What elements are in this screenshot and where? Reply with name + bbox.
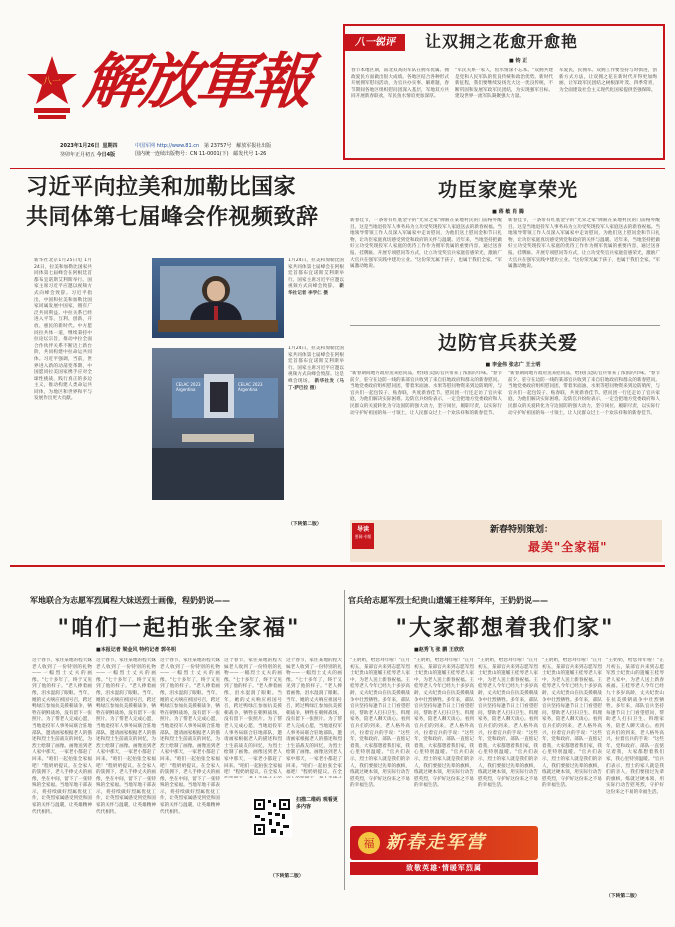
feature-left-kicker: 军地联合为志愿军烈属程大妹送烈士画像，程奶奶说—— xyxy=(30,596,230,605)
feature-right-headline[interactable]: "大家都想着我们家" xyxy=(395,616,615,641)
side-story-1-byline: ■ 蒋 敏 肖 腾 xyxy=(492,209,524,215)
lead-photo-1 xyxy=(152,258,284,338)
side-story-2-col-2: "新春期间地方政府送来慰问品，给我们边防官兵带来了浓浓的年味。"春节前夕，驻守在边防一线的某部官兵收到了来自驻地政府和群众的新春慰问。当地党委政府组织慰问团，带着米面油、水果等慰问物资来到边防哨所，与官兵们一起包饺子、贴春联，共度新春佳节。慰问团一行还走访了官兵家庭，为他们解决实际困难。边防官兵纷纷表示，一定会把地方党委政府和人民群众的关爱转化为守边固防的强大动力，坚守岗位，履职尽责，以实际行动守护好祖国的每一寸领土，让人民群众过上一个欢乐祥和的新春佳节。 xyxy=(508,371,660,416)
feature-left-col-1: 这个春节，家住某地的程大妹老人收到了一份特别的礼物——一幅烈士丈夫的画像。"七十多年了，终于又见到了他的样子。"老人捧着画像，泪水湿润了眼眶。当年，她的丈夫响应祖国号召，跨过鸭绿江参加抗美援朝战争，牺牲在朝鲜战场，没有留下一张照片。为了帮老人完成心愿，当地退役军人事务局联合驻地部队，邀请画家根据老人的描述和烈士生前战友的回忆，为烈士绘制了画像。画像送到老人家中那天，一家老小都赶了回来。"咱们一起拍张全家福吧！"程奶奶提议。在全家人的簇拥下，老人手捧丈夫的画像，坐在中间，留下了一张特殊的全家福。当地军地干部表示，将持续做好烈属优抚工作，让英烈家属感受到党和国家的关怀与温暖，让英雄精神代代相传。 xyxy=(32,658,92,815)
lead-headline[interactable] xyxy=(26,173,336,233)
feature-right-col-3: "王奶奶，给您拜年啦！"正月初五，某部官兵来到志愿军烈士纪贵山的遗孀王桂琴老人家中，为老人送上新春祝福。王桂琴老人今年已经九十多岁高龄，丈夫纪贵山在抗美援朝战争中壮烈牺牲。多年来，部队官兵坚持每逢节日上门看望慰问，帮助老人打扫卫生、料理家务，陪老人聊天谈心。看到官兵们的到来，老人格外高兴，拉着官兵的手说："这些年，党和政府、部队一直惦记着我，大家都想着我们家，我心里特别温暖。"官兵们表示，烈士的家人就是我们的亲人，我们要接过先辈的旗帜，练就过硬本领，用实际行动告慰英烈，守护好这份来之不易的幸福生活。 xyxy=(478,658,538,789)
edition-count: 今日4版 xyxy=(96,152,116,158)
lead-photo-2-caption: 1月24日，拉美和加勒比国家共同体第七届峰会在阿根廷首都布宜诺斯艾利斯举行。国家主席习近平应邀以视频方式向峰会致辞。这是峰会现场。 新华社发（马丁·萨巴拉 摄） xyxy=(288,346,344,391)
lunar-date: 癸卯年正月初五 xyxy=(60,152,96,158)
qr-caption: 扫描二维码 观看更多内容 xyxy=(296,797,338,810)
commentary-col-1: 春节本地区期，南北双高的军队在拥军优属、拥政爱民方面做出很大成绩。各地区结合各种形式开展拥军慰问活动，为官兵办实事、解难题，春节期间各地区组织慰问团深入基层，军地双方共同开展新春联欢，军民鱼水情谊更加深厚。 xyxy=(351,68,449,100)
postal-code: 邮发代号 1-26 xyxy=(233,151,267,157)
side-story-2-col-1: "新春期间地方政府送来慰问品，给我们边防官兵带来了浓浓的年味。"春节前夕，驻守在边防一线的某部官兵收到了来自驻地政府和群众的新春慰问。当地党委政府组织慰问团，带着米面油、水果等慰问物资来到边防哨所，与官兵们一起包饺子、贴春联，共度新春佳节。慰问团一行还走访了官兵家庭，为他们解决实际困难。边防官兵纷纷表示，一定会把地方党委政府和人民群众的关爱转化为守边固防的强大动力，坚守岗位，履职尽责，以实际行动守护好祖国的每一寸领土，让人民群众过上一个欢乐祥和的新春佳节。 xyxy=(350,371,502,416)
feature-right-kicker: 官兵给志愿军烈士纪贵山遗孀王桂琴拜年，王奶奶说—— xyxy=(348,596,548,605)
feature-left-col-5: 这个春节，家住某地的程大妹老人收到了一份特别的礼物——一幅烈士丈夫的画像。"七十多年了，终于又见到了他的样子。"老人捧着画像，泪水湿润了眼眶。当年，她的丈夫响应祖国号召，跨过鸭绿江参加抗美援朝战争，牺牲在朝鲜战场，没有留下一张照片。为了帮老人完成心愿，当地退役军人事务局联合驻地部队，邀请画家根据老人的描述和烈士生前战友的回忆，为烈士绘制了画像。画像送到老人家中那天，一家老小都赶了回来。"咱们一起拍张全家福吧！"程奶奶提议。在全 xyxy=(286,658,342,776)
website-link[interactable]: 中国军网 http://www.81.cn xyxy=(135,143,200,149)
footer-banner xyxy=(350,826,538,876)
lead-body: 新华社北京1月25日电 1月24日，拉美和加勒比国家共同体第七届峰会在阿根廷首都布宜诺斯艾利斯举行。国家主席习近平应邀以视频方式向峰会致辞。习近平指出，中国和拉美和加勒比国家同属发展中国家，拥有广泛共同利益。中拉关系已经进入平等、互利、创新、开放、惠民的新时代。中方愿同拉共体一道，继续秉持中拉论坛宗旨，推动中拉全面合作伙伴关系不断迈上新台阶，共同构建中拉命运共同体。习近平强调，当前，世界进入新的动荡变革期，中国愿同拉美国家携手应对全球性挑战，践行真正的多边主义，推动构建人类命运共同体，为地区和世界和平与发展作出更大贡献。 xyxy=(34,258,92,402)
masthead xyxy=(10,14,335,164)
feature-right-byline: ■赵秀飞 张 鹏 王欣欣 xyxy=(414,647,464,653)
date-sub xyxy=(60,151,120,159)
firecracker-icon xyxy=(356,830,382,856)
army-emblem-icon xyxy=(24,54,80,122)
feature-left-headline[interactable]: "咱们一起拍张全家福" xyxy=(57,616,301,641)
feature-right-continued: （下转第二版） xyxy=(606,894,640,899)
feature-right-col-1: "王奶奶，给您拜年啦！"正月初五，某部官兵来到志愿军烈士纪贵山的遗孀王桂琴老人家中，为老人送上新春祝福。王桂琴老人今年已经九十多岁高龄，丈夫纪贵山在抗美援朝战争中壮烈牺牲。多年来，部队官兵坚持每逢节日上门看望慰问，帮助老人打扫卫生、料理家务，陪老人聊天谈心。看到官兵们的到来，老人格外高兴，拉着官兵的手说："这些年，党和政府、部队一直惦记着我，大家都想着我们家，我心里特别温暖。"官兵们表示，烈士的家人就是我们的亲人，我们要接过先辈的旗帜，练就过硬本领，用实际行动告慰英烈，守护好这份来之不易的幸福生活。 xyxy=(350,658,410,789)
svg-text:福: 福 xyxy=(363,837,375,850)
feature-right-col-4: "王奶奶，给您拜年啦！"正月初五，某部官兵来到志愿军烈士纪贵山的遗孀王桂琴老人家中，为老人送上新春祝福。王桂琴老人今年已经九十多岁高龄，丈夫纪贵山在抗美援朝战争中壮烈牺牲。多年来，部队官兵坚持每逢节日上门看望慰问，帮助老人打扫卫生、料理家务，陪老人聊天谈心。看到官兵们的到来，老人格外高兴，拉着官兵的手说："这些年，党和政府、部队一直惦记着我，大家都想着我们家，我心里特别温暖。"官兵们表示，烈士的家人就是我们的亲人，我们要接过先辈的旗帜，练就过硬本领，用实际行动告慰英烈，守护好这份来之不易的幸福生活。 xyxy=(542,658,602,789)
commentary-col-2: "军民关系一家人，鱼水情深不忘本。"双拥共建是党和人民军队的优良传统和政治优势。新时代新征程，我们要继续发扬光大这一优良传统，不断巩固和发展军政军民团结，为实现强军目标、建设世界一流军队凝聚强大力量。 xyxy=(455,68,553,100)
cn-label: 国内统一连续出版物号：CN 11-0001(下) xyxy=(135,151,229,157)
masthead-title: 解放軍報 xyxy=(80,47,312,117)
side-story-2-byline: ■ 李金伟 张志广 王士明 xyxy=(485,362,541,368)
publisher: 解放军报社出版 xyxy=(236,143,272,149)
side-story-1-col-1: 新春佳节，一条带有红底金字的"光荣之家"牌匾在某地村民的门前格外醒目。这是当地退役军人事务局为立功受奖现役军人家庭送去的新春祝福。当地领导带领工作人员深入军属家中走访慰问，为他们送上慰问金和节日礼物，让功臣家庭真切感受到党和政府的关怀与温暖。近年来，当地坚持把做好立功受奖现役军人家庭的优待工作作为拥军优属的重要内容，通过送喜报、挂牌匾、开展专项慰问等方式，让立功受奖官兵家庭倍感荣光，激励广大官兵在强军实践中建功立业。"这份荣光属于孩子，也属于我们全家。"军属激动地说。 xyxy=(350,218,502,270)
caption1-credit: 新华社记者 李学仁 摄 xyxy=(288,284,344,296)
feature-left-col-2: 这个春节，家住某地的程大妹老人收到了一份特别的礼物——一幅烈士丈夫的画像。"七十多年了，终于又见到了他的样子。"老人捧着画像，泪水湿润了眼眶。当年，她的丈夫响应祖国号召，跨过鸭绿江参加抗美援朝战争，牺牲在朝鲜战场，没有留下一张照片。为了帮老人完成心愿，当地退役军人事务局联合驻地部队，邀请画家根据老人的描述和烈士生前战友的回忆，为烈士绘制了画像。画像送到老人家中那天，一家老小都赶了回来。"咱们一起拍张全家福吧！"程奶奶提议。在全家人的簇拥下，老人手捧丈夫的画像，坐在中间，留下了一张特殊的全家福。当地军地干部表示，将持续做好烈属优抚工作，让英烈家属感受到党和国家的关怀与温暖，让英雄精神代代相传。 xyxy=(96,658,156,815)
feature-right-col-2: "王奶奶，给您拜年啦！"正月初五，某部官兵来到志愿军烈士纪贵山的遗孀王桂琴老人家中，为老人送上新春祝福。王桂琴老人今年已经九十多岁高龄，丈夫纪贵山在抗美援朝战争中壮烈牺牲。多年来，部队官兵坚持每逢节日上门看望慰问，帮助老人打扫卫生、料理家务，陪老人聊天谈心。看到官兵们的到来，老人格外高兴，拉着官兵的手说："这些年，党和政府、部队一直惦记着我，大家都想着我们家，我心里特别温暖。"官兵们表示，烈士的家人就是我们的亲人，我们要接过先辈的旗帜，练就过硬本领，用实际行动告慰英烈，守护好这份来之不易的幸福生活。 xyxy=(414,658,474,789)
issue-number: 第 23757号 xyxy=(203,143,232,149)
side-story-2-headline[interactable]: 边防官兵获关爱 xyxy=(437,332,578,354)
banner-title: 新春走军营 xyxy=(386,832,486,853)
screen-left: CELAC 2023 Argentina xyxy=(172,378,216,418)
commentary-headline[interactable]: 让双拥之花愈开愈艳 xyxy=(425,32,579,51)
side-story-1-col-2: 新春佳节，一条带有红底金字的"光荣之家"牌匾在某地村民的门前格外醒目。这是当地退役军人事务局为立功受奖现役军人家庭送去的新春祝福。当地领导带领工作人员深入军属家中走访慰问，为他们送上慰问金和节日礼物，让功臣家庭真切感受到党和政府的关怀与温暖。近年来，当地坚持把做好立功受奖现役军人家庭的优待工作作为拥军优属的重要内容，通过送喜报、挂牌匾、开展专项慰问等方式，让立功受奖官兵家庭倍感荣光，激励广大官兵在强军实践中建功立业。"这份荣光属于孩子，也属于我们全家。"军属激动地说。 xyxy=(508,218,660,270)
guide-box[interactable] xyxy=(350,520,662,562)
lead-continued: （下转第二版） xyxy=(288,522,322,527)
commentary-col-3: 军爱民，民拥军。双拥工作要坚持与时俱进，创新方式方法，让双拥之花在新时代开得更加绚丽，让军政军民团结之树根深叶茂、四季常青，为全面建设社会主义现代化国家提供坚强保障。 xyxy=(559,68,657,93)
screen-right: CELAC 2023 Argentina xyxy=(234,378,278,418)
section-rule xyxy=(10,565,665,567)
feature-divider xyxy=(344,590,345,890)
masthead-info xyxy=(135,142,335,158)
guide-title: 新春特别策划： xyxy=(490,525,554,535)
guide-badge: 导读 要闻·专题 xyxy=(352,523,374,549)
masthead-rule xyxy=(10,168,665,169)
side-story-1-headline[interactable]: 功臣家庭享荣光 xyxy=(437,179,578,201)
lead-headline-line1: 习近平向拉美和加勒比国家 xyxy=(26,175,297,200)
commentary-byline: ■ 钧 正 xyxy=(509,58,528,64)
svg-text:八一: 八一 xyxy=(42,77,62,87)
qr-code-icon[interactable] xyxy=(252,797,292,837)
feature-left-continued: （下转第二版） xyxy=(270,874,304,879)
commentary-box xyxy=(343,24,665,160)
banner-subtitle: 致敬英雄·情暖军烈属 xyxy=(350,862,538,875)
divider-side-1 xyxy=(350,325,660,326)
lead-photo-2 xyxy=(152,348,284,500)
lead-headline-line2: 共同体第七届峰会作视频致辞 xyxy=(26,205,319,230)
guide-subtitle: 最美"全家福" xyxy=(528,540,608,554)
weekday: 星期四 xyxy=(102,143,118,149)
feature-right-col-5: "王奶奶，给您拜年啦！"正月初五，某部官兵来到志愿军烈士纪贵山的遗孀王桂琴老人家中，为老人送上新春祝福。王桂琴老人今年已经九十多岁高龄，丈夫纪贵山在抗美援朝战争中壮烈牺牲。多年来，部队官兵坚持每逢节日上门看望慰问，帮助老人打扫卫生、料理家务，陪老人聊天谈心。看到官兵们的到来，老人格外高兴，拉着官兵的手说："这些年，党和政府、部队一直惦记着我，大家都想着我们家，我心里特别温暖。"官兵们表示，烈士的家人就是我们的亲人，我们要接过先辈的旗帜，练就过硬本领，用实际行动告慰英烈，守护好这份来之不易的幸福生活。 xyxy=(606,658,664,795)
commentary-badge: 八一锐评 xyxy=(345,34,405,51)
lead-photo-1-caption: 1月24日，拉美和加勒比国家共同体第七届峰会在阿根廷首都布宜诺斯艾利斯举行。国家主席习近平应邀以视频方式向峰会致辞。 新华社记者 李学仁 摄 xyxy=(288,258,344,296)
feature-left-byline: ■本报记者 梁金风 特约记者 郭冬明 xyxy=(96,647,176,653)
date: 2023年1月26日 xyxy=(60,143,100,149)
feature-left-col-3: 这个春节，家住某地的程大妹老人收到了一份特别的礼物——一幅烈士丈夫的画像。"七十多年了，终于又见到了他的样子。"老人捧着画像，泪水湿润了眼眶。当年，她的丈夫响应祖国号召，跨过鸭绿江参加抗美援朝战争，牺牲在朝鲜战场，没有留下一张照片。为了帮老人完成心愿，当地退役军人事务局联合驻地部队，邀请画家根据老人的描述和烈士生前战友的回忆，为烈士绘制了画像。画像送到老人家中那天，一家老小都赶了回来。"咱们一起拍张全家福吧！"程奶奶提议。在全家人的簇拥下，老人手捧丈夫的画像，坐在中间，留下了一张特殊的全家福。当地军地干部表示，将持续做好烈属优抚工作，让英烈家属感受到党和国家的关怀与温暖，让英雄精神代代相传。 xyxy=(160,658,220,815)
caption2-credit: 新华社发（马丁·萨巴拉 摄） xyxy=(288,378,344,391)
feature-left-col-4: 这个春节，家住某地的程大妹老人收到了一份特别的礼物——一幅烈士丈夫的画像。"七十多年了，终于又见到了他的样子。"老人捧着画像，泪水湿润了眼眶。当年，她的丈夫响应祖国号召，跨过鸭绿江参加抗美援朝战争，牺牲在朝鲜战场，没有留下一张照片。为了帮老人完成心愿，当地退役军人事务局联合驻地部队，邀请画家根据老人的描述和烈士生前战友的回忆，为烈士绘制了画像。画像送到老人家中那天，一家老小都赶了回来。"咱们一起拍张全家福吧！"程奶奶提议。在全家人 xyxy=(224,658,282,776)
